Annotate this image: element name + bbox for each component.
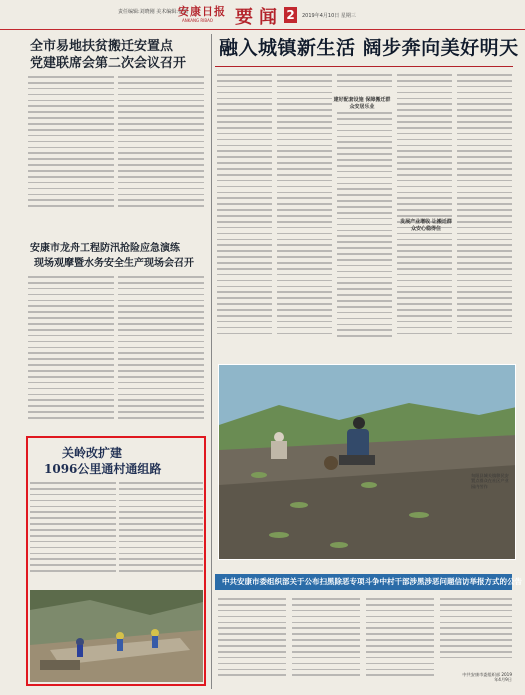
photo-caption: 旬阳县城关镇移民安置点群众在社区产业园内劳作	[471, 473, 509, 489]
main-headline-rule	[215, 66, 513, 67]
main-body-col3-top	[337, 74, 392, 94]
newspaper-logo-en: ANKANG RIBAO	[182, 18, 213, 23]
editor-line: 责任编辑:刘晓刚 美术编辑:张瑞	[118, 9, 188, 15]
article-a1-body-left	[28, 76, 114, 216]
announcement-body-col4	[440, 598, 512, 668]
announcement-body-col2	[292, 598, 360, 686]
column-divider	[211, 34, 212, 689]
issue-date: 2019年4月10日 星期三	[302, 13, 356, 19]
main-body-col3	[337, 112, 392, 354]
article-a2-body-right	[118, 276, 204, 426]
announcement-body-col3	[366, 598, 434, 686]
headline-a1-second: 党建联席会第二次会议召开	[30, 56, 187, 71]
announcement-signoff: 中共安康市委组织部 2019年4月9日	[462, 672, 512, 683]
article-a3-body-left	[30, 482, 116, 582]
masthead	[0, 0, 525, 30]
main-body-col5	[457, 74, 512, 354]
subheading-1: 建好配套设施 保障搬迁群众安居乐业	[333, 97, 391, 110]
announcement-title: 中共安康市委组织部关于公布扫黑除恶专项斗争中村干部涉黑涉恶问题信访举报方式的公告	[222, 577, 522, 586]
page-number: 2	[284, 7, 297, 23]
article-a3-body-right	[119, 482, 203, 582]
headline-a3: 关岭改扩建	[62, 446, 123, 460]
road-construction-photo	[30, 590, 203, 682]
main-news-photo	[218, 364, 516, 560]
article-a2-body-left	[28, 276, 114, 426]
main-body-col4	[397, 74, 452, 354]
headline-a2-second: 现场观摩暨水务安全生产现场会召开	[34, 258, 194, 269]
article-a1-body-right	[118, 76, 204, 216]
main-headline: 融入城镇新生活 阔步奔向美好明天	[219, 37, 519, 59]
main-body-col1	[217, 74, 272, 354]
headline-a1: 全市易地扶贫搬迁安置点	[30, 39, 174, 54]
subheading-2: 发展产业增收 让搬迁群众安心稳得住	[400, 219, 452, 232]
section-title: 要闻	[235, 7, 283, 28]
headline-a2: 安康市龙舟工程防汛抢险应急演练	[30, 243, 180, 254]
newspaper-logo: 安康日报	[178, 5, 226, 18]
announcement-body-col1	[218, 598, 286, 686]
headline-a3-second: 1096公里通村通组路	[44, 462, 162, 476]
main-body-col2	[277, 74, 332, 354]
